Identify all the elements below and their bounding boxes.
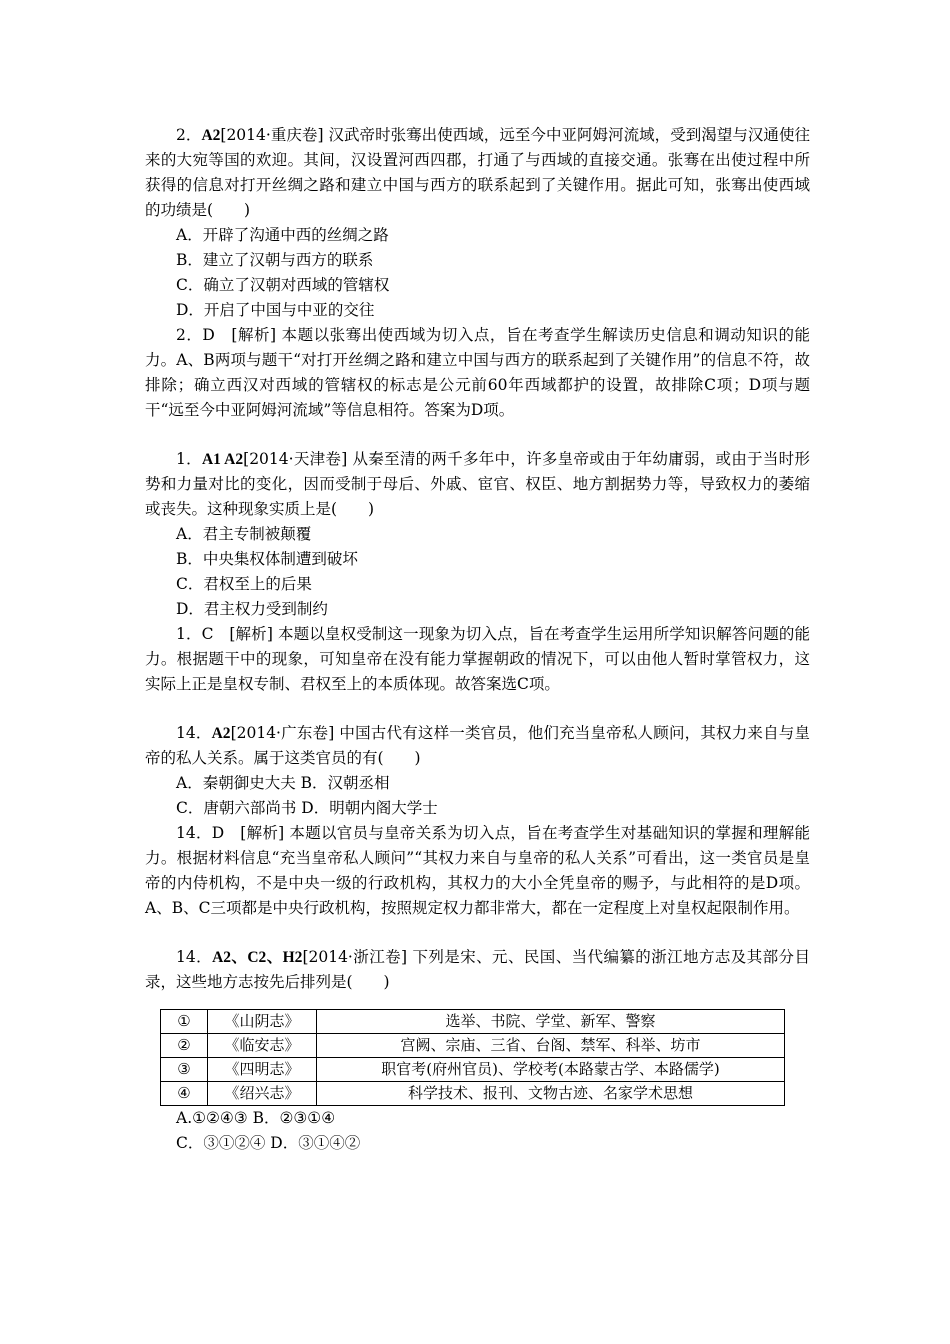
question-source: [2014·浙江卷] [302, 948, 413, 966]
topic-tag: A2 [211, 725, 231, 742]
question-text: 汉武帝时张骞出使西域，远至今中亚阿姆河流域，受到渴望与汉通使往来的大宛等国的欢迎。其间，汉设置河西四郡，打通了与西域的直接交通。张骞在出使过程中所获得的信息对打开丝绸之路和建立中国与西方的联系起到了关键作用。据此可知，张骞出使西域的功绩是( ) [145, 126, 810, 219]
question-number: 14． [176, 948, 213, 966]
row-number: ③ [161, 1058, 208, 1082]
question-source: [2014·重庆卷] [220, 126, 329, 144]
question-text: 下列是宋、元、民国、当代编纂的浙江地方志及其部分目录，这些地方志按先后排列是( ) [145, 948, 810, 991]
topic-tag: A2 [201, 127, 221, 144]
gazetteer-contents: 选举、书院、学堂、新军、警察 [317, 1010, 785, 1034]
option-d: D．君主权力受到制约 [176, 600, 328, 618]
gazetteer-contents: 宫阙、宗庙、三省、台阁、禁军、科举、坊市 [317, 1034, 785, 1058]
table-row [161, 1058, 785, 1082]
answer-explanation: 1．C [解析] 本题以皇权受制这一现象为切入点，旨在考查学生运用所学知识解答问题的能力。根据题干中的现象，可知皇帝在没有能力掌握朝政的情况下，可以由他人暂时掌管权力，这实际上正是皇权专制、君权至上的本质体现。故答案选C项。 [145, 625, 810, 693]
gazetteer-name: 《临安志》 [208, 1034, 317, 1058]
question-number: 14． [176, 724, 212, 742]
gazetteer-name: 《山阴志》 [208, 1010, 317, 1034]
option-b: B．建立了汉朝与西方的联系 [176, 251, 374, 269]
answer-explanation: 2．D [解析] 本题以张骞出使西域为切入点，旨在考查学生解读历史信息和调动知识的能力。A、B两项与题干“对打开丝绸之路和建立中国与西方的联系起到了关键作用”的信息不符，故排除；确立西汉对西域的管辖权的标志是公元前60年西域都护的设置，故排除C项；D项与题干“远至今中亚阿姆河流域”等信息相符。答案为D项。 [145, 326, 810, 419]
question-text: 中国古代有这样一类官员，他们充当皇帝私人顾问，其权力来自与皇帝的私人关系。属于这类官员的有( ) [145, 724, 810, 767]
option-b: B．中央集权体制遭到破坏 [176, 550, 358, 568]
row-number: ④ [161, 1082, 208, 1106]
gazetteer-table [160, 1009, 785, 1106]
row-number: ① [161, 1010, 208, 1034]
option-a: A．开辟了沟通中西的丝绸之路 [176, 226, 389, 244]
gazetteer-contents: 职官考(府州官员)、学校考(本路蒙古学、本路儒学) [317, 1058, 785, 1082]
option-cd: C．唐朝六部尚书 D．明朝内阁大学士 [176, 799, 438, 817]
question-text: 从秦至清的两千多年中，许多皇帝或由于年幼庸弱，或由于当时形势和力量对比的变化，因而受制于母后、外戚、宦官、权臣、地方割据势力等，导致权力的萎缩或丧失。这种现象实质上是( ) [145, 450, 810, 518]
question-stem [145, 721, 810, 771]
row-number: ② [161, 1034, 208, 1058]
option-c: C．君权至上的后果 [176, 575, 312, 593]
document-page [145, 123, 810, 1156]
option-ab: A．秦朝御史大夫 B．汉朝丞相 [176, 774, 390, 792]
table-row [161, 1082, 785, 1106]
option-ab: A.①②④③ B．②③①④ [176, 1109, 336, 1127]
topic-tag: A2、C2、H2 [212, 949, 303, 966]
topic-tag: A1 A2 [201, 451, 244, 468]
question-stem [145, 945, 810, 995]
option-d: D．开启了中国与中亚的交往 [176, 301, 375, 319]
question-number: 1． [176, 450, 202, 468]
table-row [161, 1010, 785, 1034]
table-row [161, 1034, 785, 1058]
option-cd: C．③①②④ D．③①④② [176, 1134, 361, 1152]
option-a: A．君主专制被颠覆 [176, 525, 312, 543]
question-source: [2014·广东卷] [230, 724, 340, 742]
question-number: 2． [176, 126, 202, 144]
question-source: [2014·天津卷] [243, 450, 353, 468]
answer-explanation: 14．D [解析] 本题以官员与皇帝关系为切入点，旨在考查学生对基础知识的掌握和理解能力。根据材料信息“充当皇帝私人顾问”“其权力来自与皇帝的私人关系”可看出，这一类官员是皇帝的内侍机构，不是中央一级的行政机构，其权力的大小全凭皇帝的赐予，与此相符的是D项。A、B、C三项都是中央行政机构，按照规定权力都非常大，都在一定程度上对皇权起限制作用。 [145, 824, 810, 917]
gazetteer-name: 《四明志》 [208, 1058, 317, 1082]
question-stem [145, 123, 810, 223]
question-stem [145, 447, 810, 522]
gazetteer-contents: 科学技术、报刊、文物古迹、名家学术思想 [317, 1082, 785, 1106]
gazetteer-name: 《绍兴志》 [208, 1082, 317, 1106]
option-c: C．确立了汉朝对西域的管辖权 [176, 276, 390, 294]
